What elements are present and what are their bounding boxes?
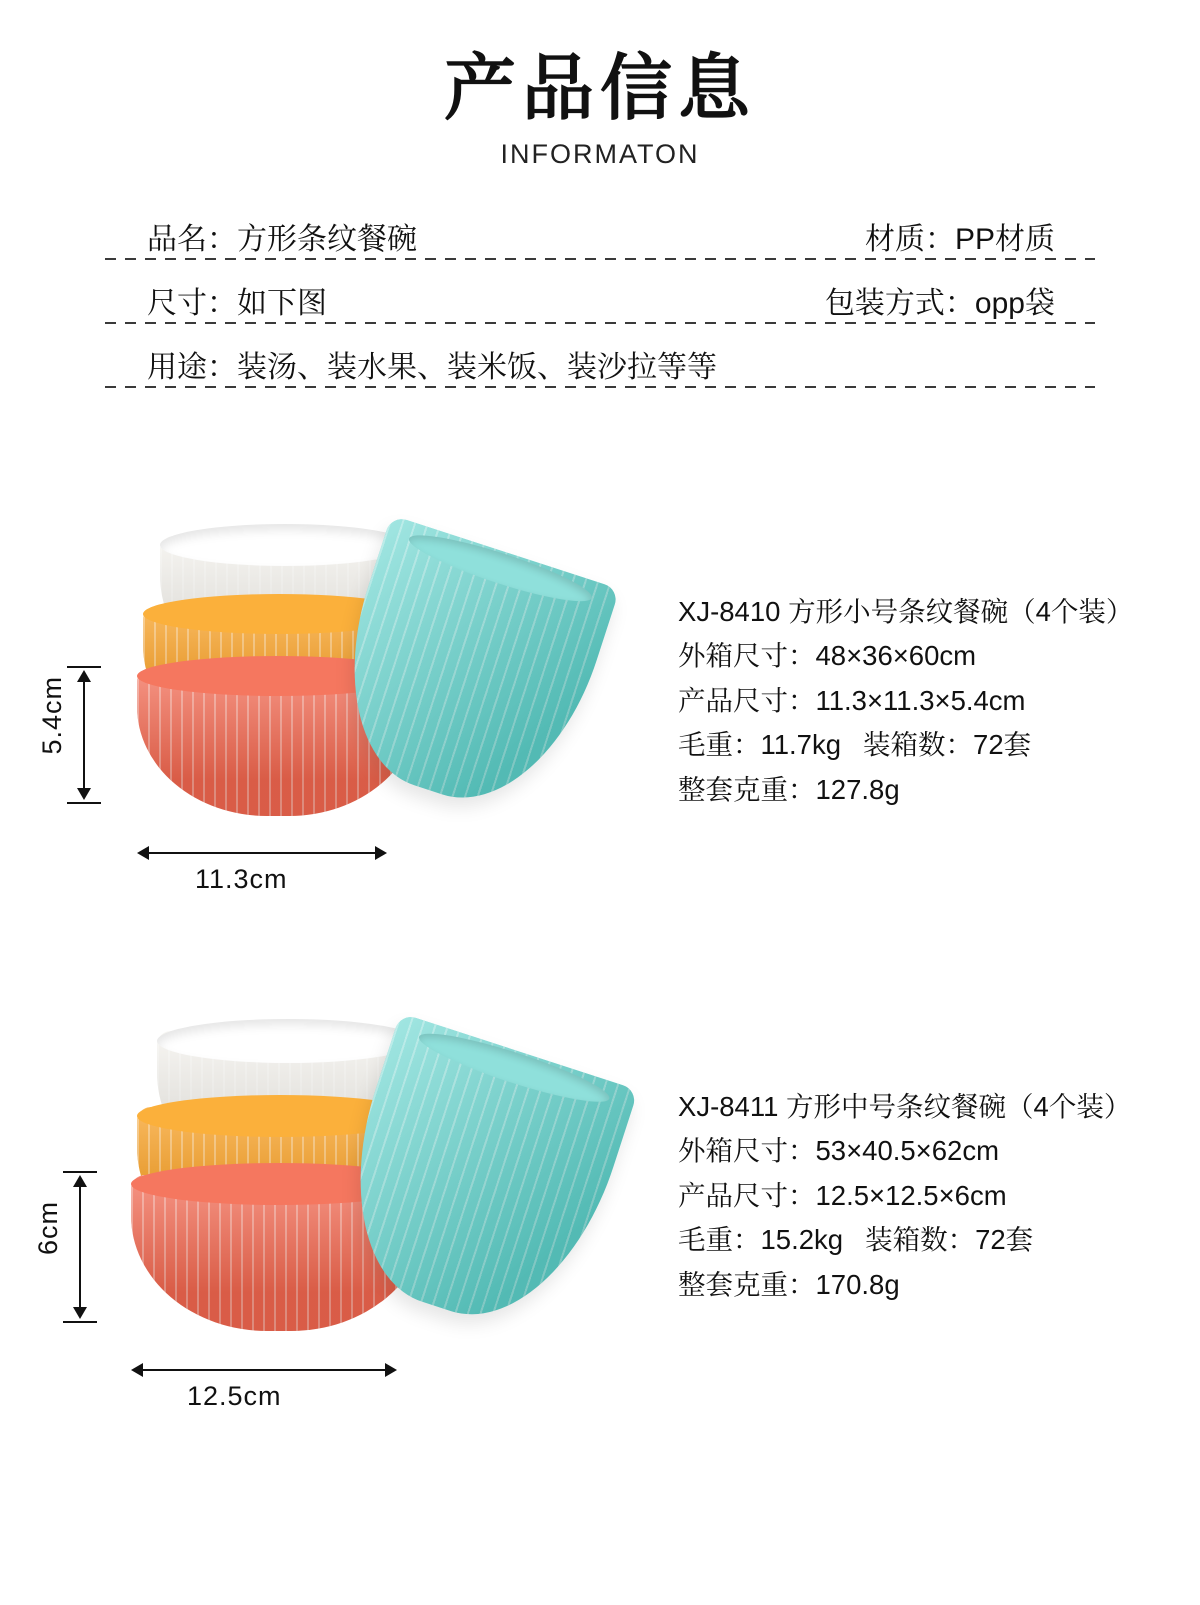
product-size: 产品尺寸：11.3×11.3×5.4cm: [678, 684, 1026, 716]
set-weight: 整套克重：170.8g: [678, 1268, 900, 1300]
product-info-table: [105, 196, 1095, 388]
product-size: 产品尺寸：12.5×12.5×6cm: [678, 1179, 1007, 1211]
info-name-label: 品名：方形条纹餐碗: [147, 222, 417, 256]
dim-cap-bottom: [67, 802, 101, 804]
info-usage-label: 用途：装汤、装水果、装米饭、装沙拉等等: [147, 350, 717, 384]
dim-height-label: 6cm: [33, 1200, 63, 1255]
dim-height-label: 5.4cm: [37, 675, 67, 755]
divider: [105, 386, 1095, 388]
dim-line-horizontal: [141, 1369, 389, 1371]
bowl-white-rim: [157, 1019, 419, 1063]
product-name: XJ-8411 方形中号条纹餐碗（4个装）: [678, 1090, 1132, 1122]
page-subtitle: INFORMATON: [500, 138, 700, 169]
product-block: [0, 1003, 1200, 1433]
dim-line-vertical: [83, 676, 85, 794]
info-packaging-label: 包装方式：opp袋: [824, 286, 1055, 320]
gross-weight: 毛重：11.7kg: [678, 729, 842, 761]
dim-cap-bottom: [63, 1321, 97, 1323]
set-weight: 整套克重：127.8g: [678, 773, 900, 805]
page-title: 产品信息: [443, 49, 756, 129]
bowl-white-rim: [160, 524, 410, 566]
info-material-label: 材质：PP材质: [864, 222, 1055, 256]
product-specs-xj8410: [678, 590, 1178, 813]
dim-width-label: 11.3cm: [195, 863, 288, 894]
product-image-xj8411: [33, 1003, 695, 1411]
dim-width-label: 12.5cm: [187, 1380, 282, 1411]
dim-arrow-down: [77, 788, 91, 800]
gross-weight: 毛重：15.2kg: [678, 1224, 844, 1256]
info-row: [105, 260, 1095, 322]
carton-size: 外箱尺寸：53×40.5×62cm: [678, 1135, 999, 1167]
product-image-xj8410: [37, 508, 695, 908]
dim-cap-top: [63, 1171, 97, 1173]
product-block: [0, 508, 1200, 938]
dim-arrow-down: [73, 1307, 87, 1319]
info-size-label: 尺寸：如下图: [147, 286, 327, 320]
dim-arrow-right: [375, 846, 387, 860]
carton-qty: 装箱数：72套: [865, 1224, 1034, 1256]
info-row: [105, 324, 1095, 386]
carton-qty: 装箱数：72套: [863, 729, 1032, 761]
weight-and-qty: [678, 723, 1178, 768]
carton-size: 外箱尺寸：48×36×60cm: [678, 640, 977, 672]
page-header: [0, 0, 1200, 170]
dim-line-vertical: [79, 1181, 81, 1313]
dim-line-horizontal: [147, 852, 379, 854]
product-specs-xj8411: [678, 1085, 1178, 1308]
product-name: XJ-8410 方形小号条纹餐碗（4个装）: [678, 595, 1134, 627]
dim-cap-top: [67, 666, 101, 668]
info-row: [105, 196, 1095, 258]
weight-and-qty: [678, 1218, 1178, 1263]
dim-arrow-right: [385, 1363, 397, 1377]
